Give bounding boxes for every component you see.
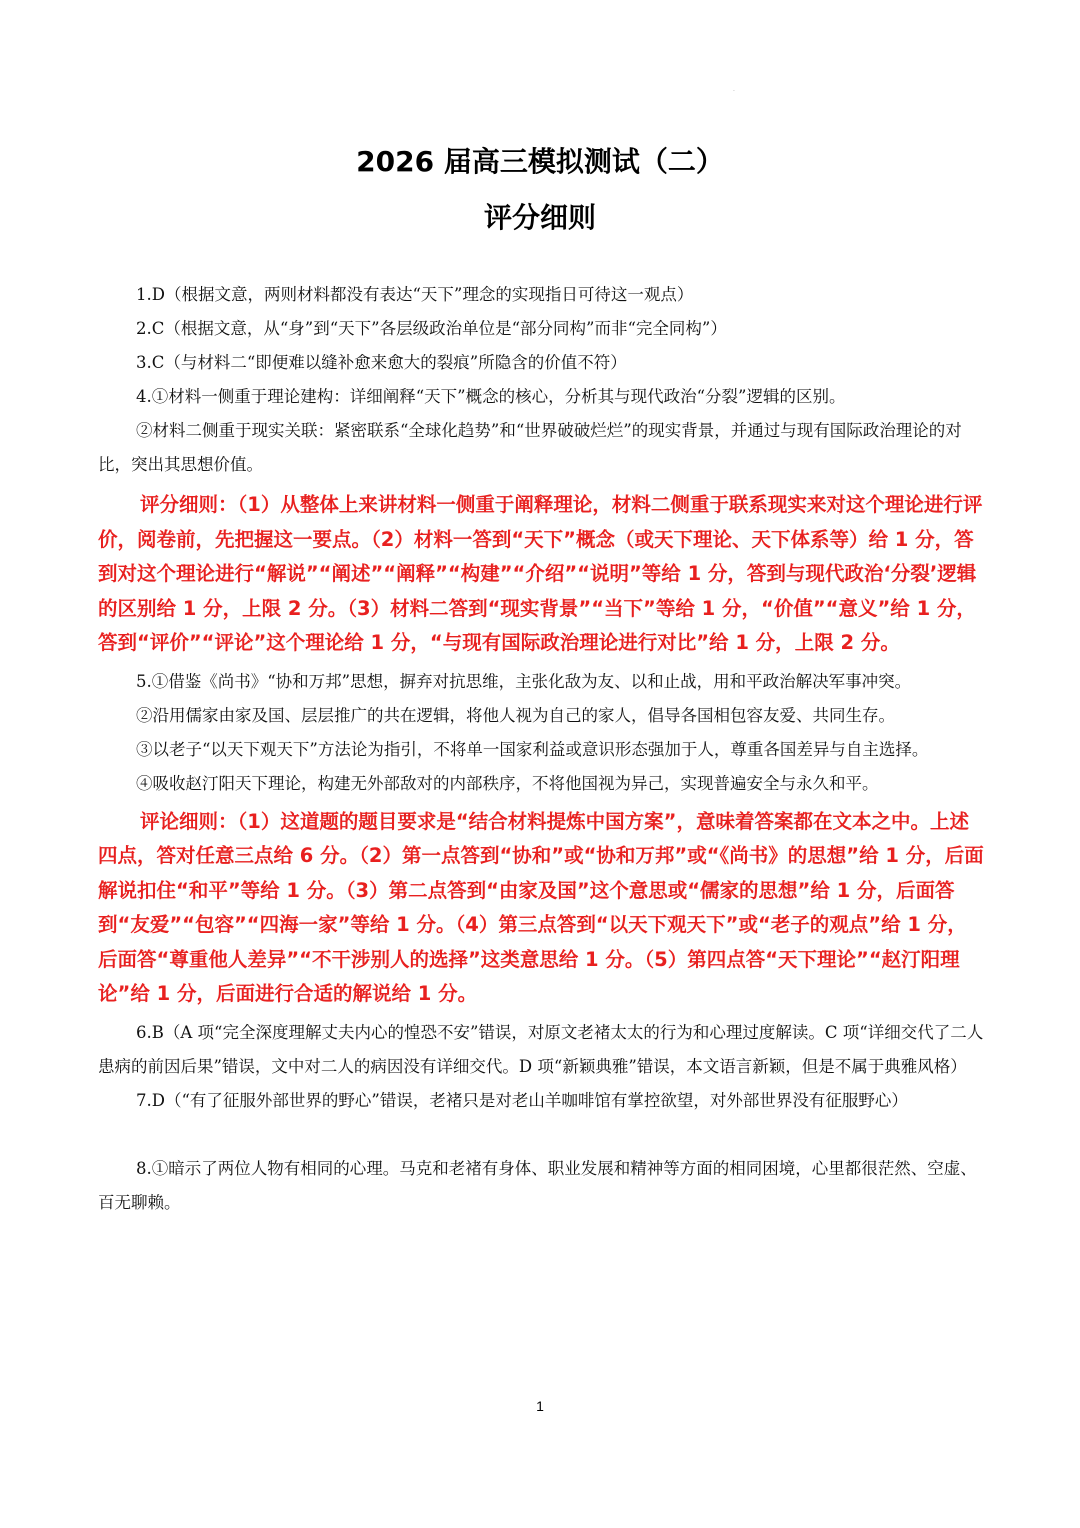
rubric-q4: 评分细则：（1）从整体上来讲材料一侧重于阐释理论，材料二侧重于联系现实来对这个理论进行评价，阅卷前，先把握这一要点。（2）材料一答到“天下”概念（或天下理论、天下体系等）给 1 分，答到对这个理论进行“解说”“阐述”“阐释”“构建”“介绍”“说明”等给 1 分，答到与现代政治‘分裂’逻辑的区别给 1 分，上限 2 分。（3）材料二答到“现实背景”“当下”等给 1 分，“价值”“意义”给 1 分，答到“评价”“评论”这个理论给 1 分，“与现有国际政治理论进行对比”给 1 分，上限 2 分。 <box>98 493 983 654</box>
header-mark: · <box>733 88 735 95</box>
answer-q5-point1: 5.①借鉴《尚书》“协和万邦”思想，摒弃对抗思维，主张化敌为友、以和止战，用和平政治解决军事冲突。 <box>136 671 912 691</box>
answer-q2: 2.C（根据文意，从“身”到“天下”各层级政治单位是“部分同构”而非“完全同构”） <box>136 319 727 338</box>
document-subtitle: 评分细则 <box>483 201 596 234</box>
answer-q6: 6.B（A 项“完全深度理解丈夫内心的惶恐不安”错误，对原文老褚太太的行为和心理过度解读。C 项“详细交代了二人患病的前因后果”错误，文中对二人的病因没有详细交代。D 项“新颖典雅”错误，本文语言新颖，但是不属于典雅风格） <box>98 1022 984 1076</box>
answer-q5-point3: ③以老子“以天下观天下”方法论为指引，不将单一国家利益或意识形态强加于人，尊重各国差异与自主选择。 <box>136 739 929 759</box>
page-number: 1 <box>536 1398 544 1414</box>
answer-q5-point4: ④吸收赵汀阳天下理论，构建无外部敌对的内部秩序，不将他国视为异己，实现普遍安全与永久和平。 <box>136 773 879 793</box>
document-title: 2026 届高三模拟测试（二） <box>356 145 724 178</box>
answer-q7: 7.D（“有了征服外部世界的野心”错误，老褚只是对老山羊咖啡馆有掌控欲望，对外部世界没有征服野心） <box>136 1090 908 1110</box>
rubric-q5: 评论细则：（1）这道题的题目要求是“结合材料提炼中国方案”，意味着答案都在文本之中。上述四点，答对任意三点给 6 分。（2）第一点答到“协和”或“协和万邦”或“《尚书》的思想”给 1 分，后面解说扣住“和平”等给 1 分。（3）第二点答到“由家及国”这个意思或“儒家的思想”给 1 分，后面答到“友爱”“包容”“四海一家”等给 1 分。（4）第三点答到“以天下观天下”或“老子的观点”给 1 分，后面答“尊重他人差异”“不干涉别人的选择”这类意思给 1 分。（5）第四点答“天下理论”“赵汀阳理论”给 1 分，后面进行合适的解说给 1 分。 <box>98 809 984 1005</box>
answer-q1: 1.D（根据文意，两则材料都没有表达“天下”理念的实现指日可待这一观点） <box>136 285 694 304</box>
answer-q4-point2: ②材料二侧重于现实关联：紧密联系“全球化趋势”和“世界破破烂烂”的现实背景，并通过与现有国际政治理论的对比，突出其思想价值。 <box>98 421 962 474</box>
answer-q5-point2: ②沿用儒家由家及国、层层推广的共在逻辑，将他人视为自己的家人，倡导各国相包容友爱、共同生存。 <box>136 705 895 725</box>
answer-q3: 3.C（与材料二“即便难以缝补愈来愈大的裂痕”所隐含的价值不符） <box>136 353 627 372</box>
answer-body <box>98 278 984 1220</box>
answer-q4-point1: 4.①材料一侧重于理论建构：详细阐释“天下”概念的核心，分析其与现代政治“分裂”逻辑的区别。 <box>136 387 846 406</box>
answer-q8: 8.①暗示了两位人物有相同的心理。马克和老褚有身体、职业发展和精神等方面的相同困境，心里都很茫然、空虚、百无聊赖。 <box>98 1158 977 1212</box>
